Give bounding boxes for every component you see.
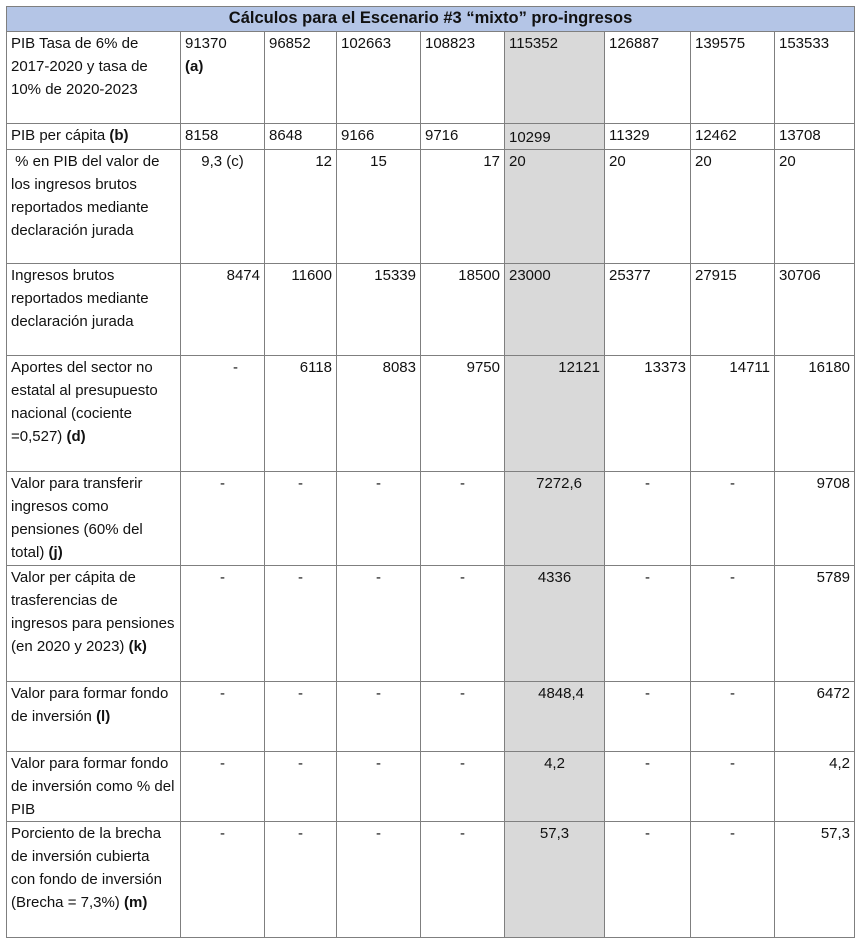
scenario-table (6, 6, 855, 938)
table-cell: - (181, 472, 265, 566)
table-cell-highlighted: 4336 (505, 566, 605, 682)
table-cell-highlighted: 4848,4 (505, 682, 605, 752)
table-cell: - (691, 566, 775, 682)
table-cell: 20 (691, 150, 775, 264)
table-cell: 57,3 (775, 822, 855, 938)
row-label: PIB per cápita (b) (7, 124, 181, 150)
table-cell-highlighted: 115352 (505, 32, 605, 124)
table-cell: - (605, 682, 691, 752)
table-cell: - (181, 752, 265, 822)
table-cell: 9166 (337, 124, 421, 150)
table-row (7, 264, 855, 356)
table-title: Cálculos para el Escenario #3 “mixto” pro-ingresos (7, 7, 855, 32)
table-cell: - (265, 472, 337, 566)
table-cell: 25377 (605, 264, 691, 356)
table-cell: - (421, 822, 505, 938)
table-cell-highlighted: 23000 (505, 264, 605, 356)
table-cell: 91370 (a) (181, 32, 265, 124)
table-cell: - (421, 682, 505, 752)
table-cell: - (265, 566, 337, 682)
table-cell: - (691, 822, 775, 938)
table-title-row (7, 7, 855, 32)
table-cell: - (337, 566, 421, 682)
table-row (7, 822, 855, 938)
table-cell-highlighted: 7272,6 (505, 472, 605, 566)
table-cell: - (181, 356, 265, 472)
row-label: Ingresos brutos reportados mediante declaración jurada (7, 264, 181, 356)
table-cell: 9,3 (c) (181, 150, 265, 264)
table-cell: 30706 (775, 264, 855, 356)
row-label: Valor para formar fondo de inversión (l) (7, 682, 181, 752)
table-cell: 13373 (605, 356, 691, 472)
table-cell: 8158 (181, 124, 265, 150)
table-cell: - (337, 752, 421, 822)
calculation-table-container (6, 6, 854, 938)
table-cell: - (421, 566, 505, 682)
table-row (7, 124, 855, 150)
table-row (7, 752, 855, 822)
table-cell: - (181, 566, 265, 682)
table-cell-highlighted: 12121 (505, 356, 605, 472)
table-cell: 17 (421, 150, 505, 264)
table-row (7, 472, 855, 566)
table-cell: 5789 (775, 566, 855, 682)
table-cell: 12462 (691, 124, 775, 150)
table-row (7, 32, 855, 124)
table-cell-highlighted: 20 (505, 150, 605, 264)
table-cell: 16180 (775, 356, 855, 472)
table-cell: 15339 (337, 264, 421, 356)
table-cell: 126887 (605, 32, 691, 124)
table-cell: 139575 (691, 32, 775, 124)
table-row (7, 150, 855, 264)
table-cell: 6118 (265, 356, 337, 472)
table-cell: 8648 (265, 124, 337, 150)
table-cell: 14711 (691, 356, 775, 472)
table-cell: 9716 (421, 124, 505, 150)
row-label: PIB Tasa de 6% de 2017-2020 y tasa de 10% de 2020-2023 (7, 32, 181, 124)
table-cell: - (421, 472, 505, 566)
table-cell: - (337, 682, 421, 752)
table-cell: - (265, 822, 337, 938)
table-cell: - (265, 752, 337, 822)
table-cell: 4,2 (775, 752, 855, 822)
table-cell: 8083 (337, 356, 421, 472)
table-row (7, 682, 855, 752)
table-cell: - (605, 566, 691, 682)
row-label: Porciento de la brecha de inversión cubierta con fondo de inversión (Brecha = 7,3%) (m) (7, 822, 181, 938)
table-cell-highlighted: 4,2 (505, 752, 605, 822)
table-cell: 15 (337, 150, 421, 264)
table-cell: 8474 (181, 264, 265, 356)
table-cell-highlighted: 57,3 (505, 822, 605, 938)
table-row (7, 356, 855, 472)
table-cell: 9708 (775, 472, 855, 566)
table-cell: 20 (605, 150, 691, 264)
table-cell: 12 (265, 150, 337, 264)
table-cell: - (421, 752, 505, 822)
table-cell: - (691, 682, 775, 752)
table-cell: - (181, 822, 265, 938)
table-cell: 108823 (421, 32, 505, 124)
row-label: Valor para formar fondo de inversión como % del PIB (7, 752, 181, 822)
table-cell: - (605, 822, 691, 938)
table-cell: - (691, 752, 775, 822)
table-cell: - (181, 682, 265, 752)
table-cell: - (337, 822, 421, 938)
table-cell: - (337, 472, 421, 566)
table-cell: 96852 (265, 32, 337, 124)
table-cell: - (605, 752, 691, 822)
table-cell: 102663 (337, 32, 421, 124)
table-cell: 9750 (421, 356, 505, 472)
table-cell-highlighted: 10299 (505, 124, 605, 150)
table-cell: 153533 (775, 32, 855, 124)
table-cell: 6472 (775, 682, 855, 752)
table-row (7, 566, 855, 682)
table-cell: - (691, 472, 775, 566)
row-label: % en PIB del valor de los ingresos brutos reportados mediante declaración jurada (7, 150, 181, 264)
table-cell: 20 (775, 150, 855, 264)
table-cell: - (605, 472, 691, 566)
row-label: Aportes del sector no estatal al presupuesto nacional (cociente =0,527) (d) (7, 356, 181, 472)
table-cell: - (265, 682, 337, 752)
table-cell: 11329 (605, 124, 691, 150)
table-cell: 27915 (691, 264, 775, 356)
table-cell: 11600 (265, 264, 337, 356)
table-cell: 13708 (775, 124, 855, 150)
row-label: Valor per cápita de trasferencias de ingresos para pensiones (en 2020 y 2023) (k) (7, 566, 181, 682)
row-label: Valor para transferir ingresos como pensiones (60% del total) (j) (7, 472, 181, 566)
table-cell: 18500 (421, 264, 505, 356)
